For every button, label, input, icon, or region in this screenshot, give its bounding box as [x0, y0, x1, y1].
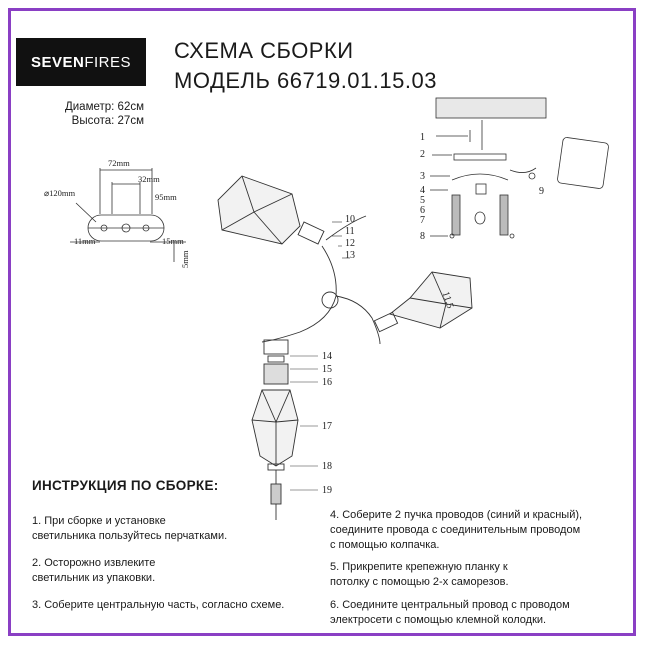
part-2: 2 — [420, 149, 425, 160]
logo-seven: SEVEN — [30, 53, 85, 71]
center-hub — [322, 292, 338, 308]
title-line-2: МОДЕЛЬ 66719.01.15.03 — [174, 68, 437, 93]
dim-11: 11mm — [74, 236, 96, 246]
logo-fires: FIRES — [84, 53, 132, 71]
leader-lines — [290, 222, 350, 490]
dim-5: 5mm — [180, 250, 190, 268]
part-19: 19 — [322, 485, 332, 496]
step-3: 3. Соберите центральную часть, согласно схеме. — [32, 599, 285, 611]
dim-32: 32mm — [138, 174, 160, 184]
mounting-assembly — [430, 98, 609, 238]
step-6: 6. Соедините центральный провод с проводом электросети с помощью клемной колодки. — [330, 599, 570, 626]
part-18: 18 — [322, 461, 332, 472]
canopy-cap — [452, 174, 508, 180]
mounting-plate — [454, 154, 506, 160]
dim-95: 95mm — [155, 192, 177, 202]
lamp-socket — [264, 364, 288, 384]
step-2: 2. Осторожно извлеките светильник из упаковки. — [32, 557, 156, 584]
shade-dimension: 11,5 — [439, 290, 456, 310]
wire-detail — [557, 137, 609, 189]
step-4: 4. Соберите 2 пучка проводов (синий и красный), соедините провода с соединительным проводом с помощью колпачка. — [330, 509, 583, 551]
dim-15: 15mm — [162, 236, 184, 246]
instructions-heading: ИНСТРУКЦИЯ ПО СБОРКЕ: — [32, 478, 219, 493]
part-6: 6 — [420, 205, 425, 216]
part-16: 16 — [322, 377, 332, 388]
part-3: 3 — [420, 171, 425, 182]
arm-right — [336, 296, 380, 344]
part-12: 12 — [345, 238, 355, 249]
part-13: 13 — [345, 250, 355, 261]
ceiling-hatch — [436, 98, 546, 118]
part-7: 7 — [420, 215, 425, 226]
dim-120: ⌀120mm — [44, 188, 76, 198]
title-line-1: СХЕМА СБОРКИ — [174, 38, 354, 63]
part-1: 1 — [420, 132, 425, 143]
part-8: 8 — [420, 231, 425, 242]
height-text: Высота: 27см — [71, 115, 144, 127]
shade-right — [390, 272, 472, 328]
part-4: 4 — [420, 185, 425, 196]
part-9: 9 — [539, 186, 544, 197]
part-11: 11 — [345, 226, 355, 237]
shade-bottom — [252, 390, 298, 466]
dim-72: 72mm — [108, 158, 130, 168]
part-17: 17 — [322, 421, 332, 432]
step-5: 5. Прикрепите крепежную планку к потолку с помощью 2-х саморезов. — [330, 561, 509, 588]
part-10: 10 — [345, 214, 355, 225]
part-15: 15 — [322, 364, 332, 375]
step-1: 1. При сборке и установке светильника пользуйтесь перчатками. — [32, 515, 228, 542]
diameter-text: Диаметр: 62см — [64, 101, 144, 113]
part-5: 5 — [420, 195, 425, 206]
part-14: 14 — [322, 351, 332, 362]
canopy-drawing — [70, 168, 186, 262]
